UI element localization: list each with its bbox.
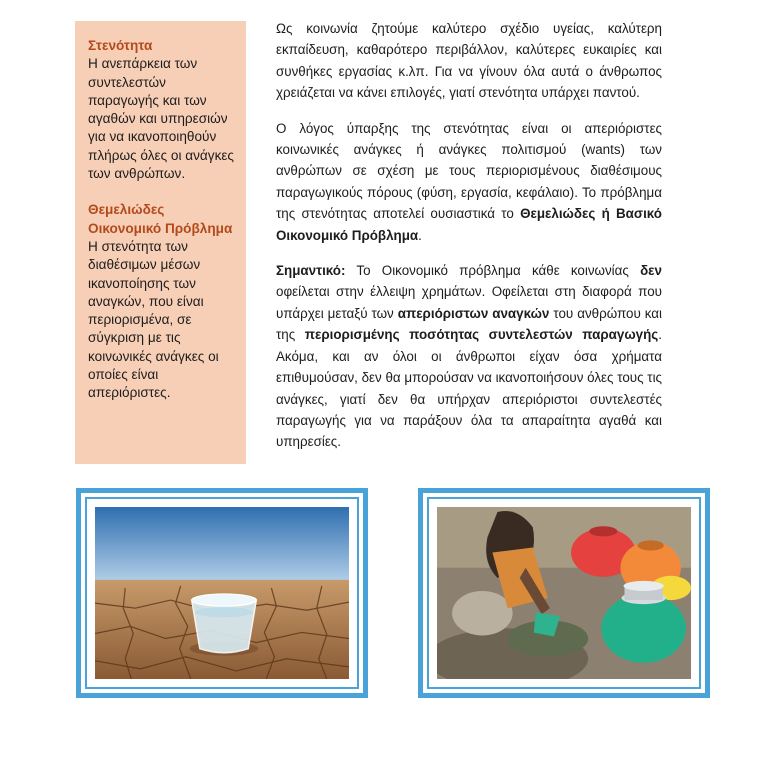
photo-inner-frame xyxy=(85,497,359,689)
paragraph-3-g: . Ακόμα, και αν όλοι οι άνθρωποι είχαν όσα χρήματα επιθυμούσαν, δεν θα μπορούσαν να ικανοποιήσουν όλες τους τις ανάγκες, γιατί δεν θα υπήρχαν απεριόριστοι συντελεστές παραγωγής για να παράξουν όλα τα απαραίτητα αγαθά και υπηρεσίες. xyxy=(276,327,662,450)
photo-inner-frame xyxy=(427,497,701,689)
photo-frame-water-pots xyxy=(418,488,710,698)
paragraph-3-c: οφείλεται στην έλλειψη χρημάτων. Οφείλεται στη διαφορά που υπάρχει μεταξύ των xyxy=(276,284,662,321)
child-water-pots-image xyxy=(437,507,691,679)
term-fundamental-problem: Θεμελιώδες Οικονομικό Πρόβλημα xyxy=(88,202,233,236)
photo-frame-drought xyxy=(76,488,368,698)
paragraph-3-b: δεν xyxy=(640,263,662,279)
spacer xyxy=(88,183,236,201)
paragraph-1: Ως κοινωνία ζητούμε καλύτερο σχέδιο υγείας, καλύτερη εκπαίδευση, καθαρότερο περιβάλλον, καλύτερες ευκαιρίες και συνθήκες εργασίας κ.λπ. Για να γίνουν όλα αυτά ο άνθρωπος χρειάζεται να κάνει επιλογές, γιατί στενότητα υπάρχει παντού. xyxy=(276,21,662,101)
paragraph-3 xyxy=(276,260,662,453)
paragraph-3-d: απεριόριστων αναγκών xyxy=(397,305,550,321)
drought-glass-image xyxy=(95,507,349,679)
paragraph-2-bold: Θεμελιώδες ή Βασικό Οικονομικό Πρόβλημα xyxy=(276,206,662,243)
paragraph-3-a: Το Οικονομικό πρόβλημα κάθε κοινωνίας xyxy=(345,263,641,279)
main-text xyxy=(276,18,662,467)
paragraph-2 xyxy=(276,118,662,246)
definition-fundamental-problem: Η στενότητα των διαθέσιμων μέσων ικανοποίησης των αναγκών, που είναι περιορισμένα, σε σύγκριση με τις κοινωνικές ανάγκες οι οποίες είναι απεριόριστες. xyxy=(88,238,219,401)
paragraph-2-text: Ο λόγος ύπαρξης της στενότητας είναι οι απεριόριστες κοινωνικές ανάγκες ή ανάγκες πολιτισμού (wants) των ανθρώπων σε σχέση με τους περιορισμένους διαθέσιμους παραγωγικούς πόρους (φύση, εργασία, κεφάλαιο). Το πρόβλημα της στενότητας αποτελεί ουσιαστικά το xyxy=(276,120,662,222)
definition-scarcity: Η ανεπάρκεια των συντελεστών παραγωγής και των αγαθών και υπηρεσιών για να ικανοποιηθούν πλήρως όλες οι ανάγκες των ανθρώπων. xyxy=(88,56,234,182)
paragraph-3-f: περιορισμένης ποσότητας συντελεστών παραγωγής xyxy=(304,327,659,343)
paragraph-3-e: του ανθρώπου και της xyxy=(276,305,662,343)
term-scarcity: Στενότητα xyxy=(88,38,153,53)
definition-sidebar xyxy=(75,21,246,464)
important-label: Σημαντικό: xyxy=(276,263,346,279)
paragraph-2-end: . xyxy=(418,227,422,243)
